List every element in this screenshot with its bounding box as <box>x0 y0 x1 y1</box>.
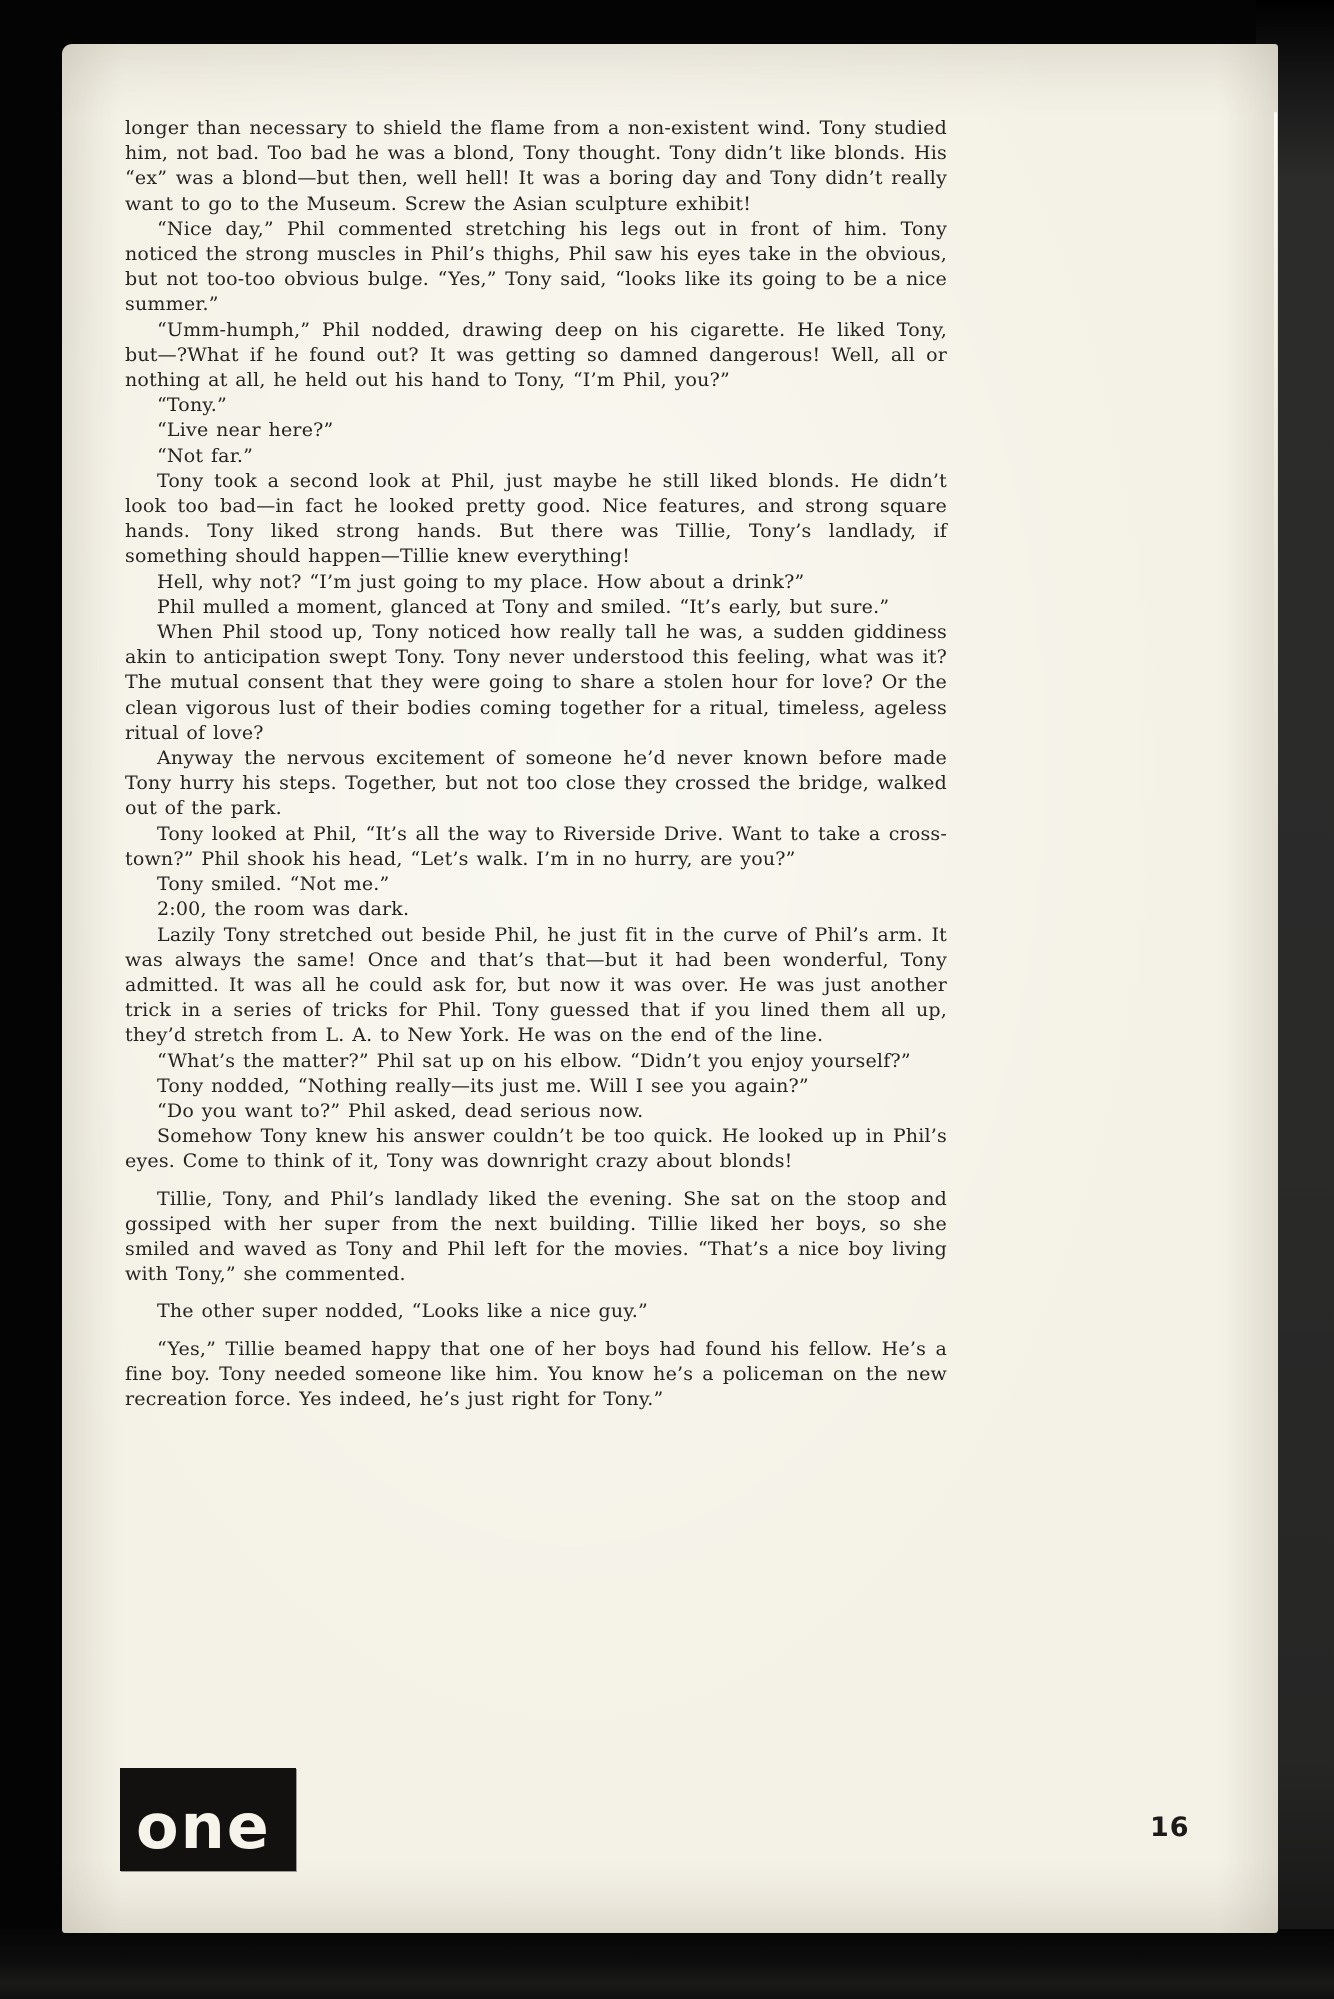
story-paragraph: “Nice day,” Phil commented stretching his legs out in front of him. Tony noticed the strong muscles in Phil’s thighs, Phil saw his eyes take in the obvious, but not too-too obvious bulge. “Yes,” Tony said, “looks like its going to be a nice summer.” <box>125 217 947 316</box>
story-paragraph: Tony took a second look at Phil, just maybe he still liked blonds. He didn’t look too bad—in fact he looked pretty good. Nice features, and strong square hands. Tony liked strong hands. But there was Tillie, Tony’s landlady, if something should happen—Tillie knew everything! <box>125 469 947 568</box>
story-paragraph: 2:00, the room was dark. <box>157 898 410 921</box>
story-paragraph: Phil mulled a moment, glanced at Tony and smiled. “It’s early, but sure.” <box>157 595 890 618</box>
story-paragraph: Hell, why not? “I’m just going to my place. How about a drink?” <box>157 570 805 593</box>
page-number: 16 <box>1150 1812 1190 1843</box>
story-paragraph: Tony looked at Phil, “It’s all the way to Riverside Drive. Want to take a cross-town?” Phil shook his head, “Let’s walk. I’m in no hurry, are you?” <box>125 822 947 870</box>
one-magazine-logo <box>120 1768 296 1871</box>
story-paragraph: Lazily Tony stretched out beside Phil, he just fit in the curve of Phil’s arm. It was always the same! Once and that’s that—but it had been wonderful, Tony admitted. It was all he could ask for, but now it was over. He was just another trick in a series of tricks for Phil. Tony guessed that if you lined them all up, they’d stretch from L. A. to New York. He was on the end of the line. <box>125 923 947 1047</box>
story-paragraph: Tony smiled. “Not me.” <box>157 873 390 896</box>
magazine-page <box>62 44 1278 1933</box>
story-paragraph: Tillie, Tony, and Phil’s landlady liked the evening. She sat on the stoop and gossiped with her super from the next building. Tillie liked her boys, so she smiled and waved as Tony and Phil left for the movies. “That’s a nice boy living with Tony,” she commented. <box>125 1187 947 1286</box>
logo-text: one <box>136 1789 271 1863</box>
story-paragraph: “What’s the matter?” Phil sat up on his elbow. “Didn’t you enjoy yourself?” <box>157 1049 911 1072</box>
story-paragraph: “Umm-humph,” Phil nodded, drawing deep on his cigarette. He liked Tony, but—?What if he found out? It was getting so damned dangerous! Well, all or nothing at all, he held out his hand to Tony, “I’m Phil, you?” <box>125 318 947 392</box>
story-paragraph: When Phil stood up, Tony noticed how really tall he was, a sudden giddiness akin to anticipation swept Tony. Tony never understood this feeling, what was it? The mutual consent that they were going to share a stolen hour for love? Or the clean vigorous lust of their bodies coming together for a ritual, timeless, ageless ritual of love? <box>125 621 947 744</box>
story-paragraph: longer than necessary to shield the flame from a non-existent wind. Tony studied him, not bad. Too bad he was a blond, Tony thought. Tony didn’t like blonds. His “ex” was a blond—but then, well hell! It was a boring day and Tony didn’t really want to go to the Museum. Screw the Asian sculpture exhibit! <box>125 117 947 215</box>
story-paragraph: Tony nodded, “Nothing really—its just me. Will I see you again?” <box>157 1074 809 1097</box>
story-paragraph: “Yes,” Tillie beamed happy that one of her boys had found his fellow. He’s a fine boy. Tony needed someone like him. You know he’s a policeman on the new recreation force. Yes indeed, he’s just right for Tony.” <box>125 1337 947 1410</box>
story-paragraph: “Do you want to?” Phil asked, dead serious now. <box>157 1099 644 1122</box>
story-paragraph: Somehow Tony knew his answer couldn’t be too quick. He looked up in Phil’s eyes. Come to think of it, Tony was downright crazy about blonds! <box>125 1125 947 1173</box>
story-paragraph: “Not far.” <box>157 444 254 467</box>
story-paragraph: The other super nodded, “Looks like a nice guy.” <box>157 1300 648 1323</box>
story-paragraph: “Tony.” <box>157 394 227 417</box>
page-edge-highlight <box>1274 112 1277 842</box>
story-paragraph: Anyway the nervous excitement of someone he’d never known before made Tony hurry his steps. Together, but not too close they crossed the bridge, walked out of the park. <box>125 747 947 820</box>
bottom-shadow <box>0 1929 1334 1999</box>
story-text <box>125 116 947 1412</box>
story-paragraph: “Live near here?” <box>157 419 334 442</box>
